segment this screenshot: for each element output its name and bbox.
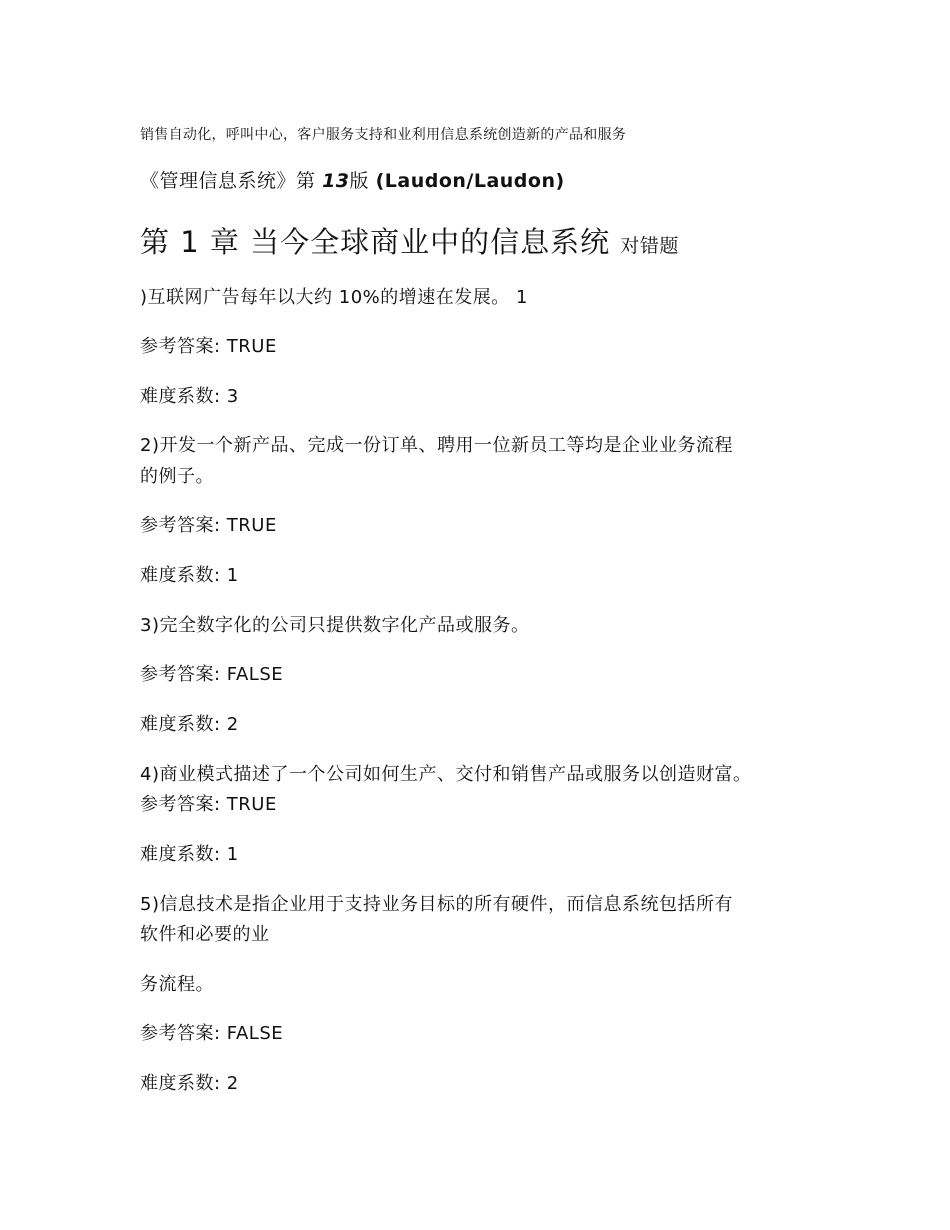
book-title [140, 167, 565, 195]
book-title-prefix: 《管理信息系统》第 [140, 170, 316, 192]
difficulty-4: 难度系数: 1 [140, 844, 239, 865]
answer-4: 参考答案: TRUE [140, 794, 277, 815]
difficulty-3: 难度系数: 2 [140, 714, 239, 735]
answer-2: 参考答案: TRUE [140, 515, 277, 536]
question-2-text: 2)开发一个新产品、完成一份订单、聘用一位新员工等均是企业业务流程 [140, 435, 733, 456]
difficulty-5: 难度系数: 2 [140, 1073, 239, 1094]
book-edition-suffix: 版 [349, 170, 370, 192]
chapter-question-type: 对错题 [620, 235, 679, 257]
book-edition-number: 13 [322, 170, 350, 192]
answer-3: 参考答案: FALSE [140, 664, 284, 685]
question-2-text-continued: 的例子。 [140, 466, 214, 487]
answer-1: 参考答案: TRUE [140, 336, 277, 357]
question-5-text-continued: 软件和必要的业 [140, 924, 270, 945]
chapter-heading [140, 222, 679, 266]
question-3-text: 3)完全数字化的公司只提供数字化产品或服务。 [140, 615, 530, 636]
book-authors: (Laudon/Laudon) [375, 170, 565, 192]
question-4-text: 4)商业模式描述了一个公司如何生产、交付和销售产品或服务以创造财富。 [140, 764, 752, 785]
difficulty-1: 难度系数: 3 [140, 386, 239, 407]
question-1-text: )互联网广告每年以大约 10%的增速在发展。 1 [140, 287, 528, 308]
difficulty-2: 难度系数: 1 [140, 565, 239, 586]
question-5-text-end: 务流程。 [140, 974, 214, 995]
question-5-text: 5)信息技术是指企业用于支持业务目标的所有硬件，而信息系统包括所有 [140, 894, 733, 915]
answer-5: 参考答案: FALSE [140, 1023, 284, 1044]
document-subtitle: 销售自动化，呼叫中心，客户服务支持和业利用信息系统创造新的产品和服务 [140, 127, 627, 143]
chapter-title: 第 1 章 当今全球商业中的信息系统 [140, 225, 611, 259]
